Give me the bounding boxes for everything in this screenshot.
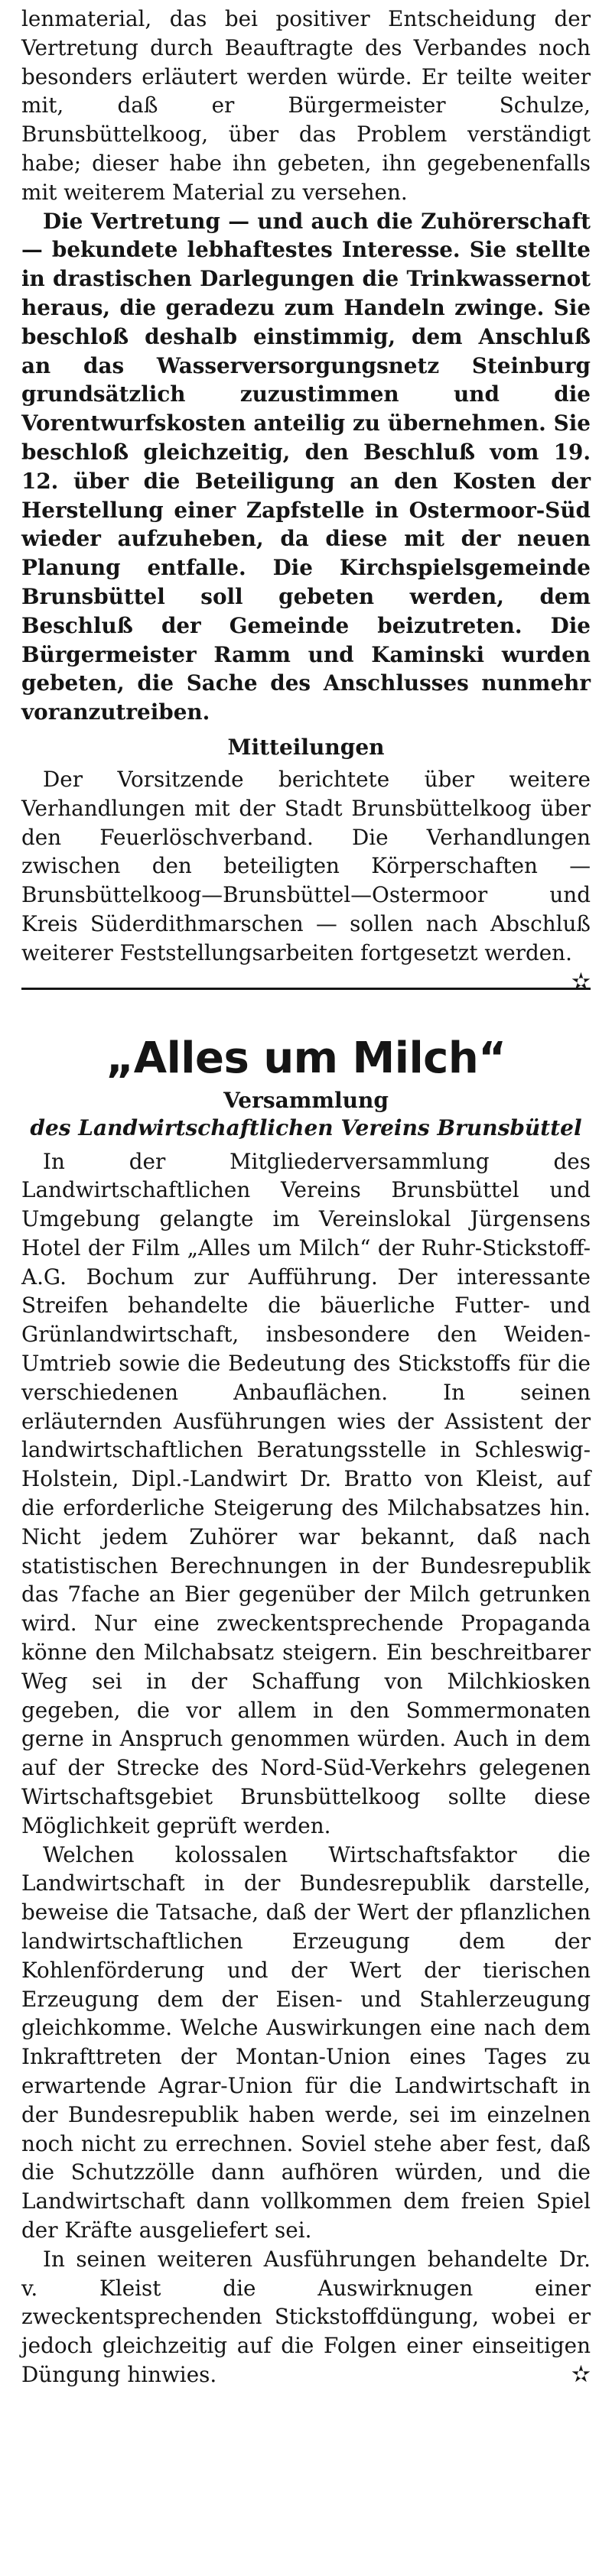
article-subheading: Versammlung (223, 1087, 389, 1113)
article-subheading-organization: des Landwirtschaftlichen Vereins Brunsbüttel (30, 1114, 582, 1140)
mitteilungen-text: Der Vorsitzende berichtete über weitere Verhandlungen mit der Stadt Brunsbüttelkoog über den Feuerlöschverband. Die Verhandlungen zwischen den beteiligten Körperschaften — Brunsbüttelkoog—Brunsbüttel—Ostermoor und Kreis Süderdithmarschen — sollen nach Abschluß weiterer Feststellungsarbeiten fortgesetzt werden. (21, 766, 591, 965)
article-headline: „Alles um Milch“ (106, 1033, 506, 1083)
article-paragraph-1: In der Mitgliederversammlung des Landwirtschaftlichen Vereins Brunsbüttel und Umgebung gelangte im Vereinslokal Jürgensens Hotel der Film „Alles um Milch“ der Ruhr-Stickstoff-A.G. Bochum zur Aufführung. Der interessante Streifen behandelte die bäuerliche Futter- und Grünlandwirtschaft, insbesondere den Weiden-Umtrieb sowie die Bedeutung des Stickstoffs für die verschiedenen Anbauflächen. In seinen erläuternden Ausführungen wies der Assistent der landwirtschaftlichen Beratungsstelle in Schleswig-Holstein, Dipl.-Landwirt Dr. Bratto von Kleist, auf die erforderliche Steigerung des Milchabsatzes hin. Nicht jedem Zuhörer war bekannt, daß nach statistischen Berechnungen in der Bundesrepublik das 7fache an Bier gegenüber der Milch getrunken wird. Nur eine zweckentsprechende Propaganda könne den Milchabsatz steigern. Ein beschreitbarer Weg sei in der Schaffung von Milchkiosken gegeben, die vor allem in den Sommermonaten gerne in Anspruch genommen würden. Auch in dem auf der Strecke des Nord-Süd-Verkehrs gelegenen Wirtschaftsgebiet Brunsbüttelkoog sollte diese Möglichkeit geprüft werden. (21, 1148, 591, 1838)
end-mark-star-icon: ✫ (571, 968, 591, 995)
section-heading-mitteilungen: Mitteilungen (227, 734, 385, 760)
article-paragraph-intro: lenmaterial, das bei positiver Entscheidung der Vertretung durch Beauftragte des Verbandes noch besonders erläutert werden würde. Er teilte weiter mit, daß er Bürgermeister Schulze, Brunsbüttelkoog, über das Problem verständigt habe; dieser habe ihn gebeten, ihn gegebenenfalls mit weiterem Material zu versehen. (21, 6, 591, 205)
article-paragraph-mitteilungen (21, 765, 591, 995)
article-paragraph-resolution: Die Vertretung — und auch die Zuhörerschaft — bekundete lebhaftestes Interesse. Sie stellte in drastischen Darlegungen die Trinkwassernot heraus, die geradezu zum Handeln zwinge. Sie beschloß deshalb einstimmig, dem Anschluß an das Wasserversorgungsnetz Steinburg grundsätzlich zuzustimmen und die Vorentwurfskosten anteilig zu übernehmen. Sie beschloß gleichzeitig, den Beschluß vom 19. 12. über die Beteiligung an den Kosten der Herstellung einer Zapfstelle in Ostermoor-Süd wieder aufzuheben, da diese mit der neuen Planung entfalle. Die Kirchspielsgemeinde Brunsbüttel soll gebeten werden, dem Beschluß der Gemeinde beizutreten. Die Bürgermeister Ramm und Kaminski wurden gebeten, die Sache des Anschlusses nunmehr voranzutreiben. (21, 208, 591, 725)
article-paragraph-3 (21, 2245, 591, 2389)
article-water-supply (21, 5, 591, 995)
article-divider (21, 988, 591, 990)
end-mark-star-icon: ✫ (571, 2360, 591, 2388)
article-alles-um-milch (21, 1034, 591, 2389)
paragraph-3-text: In seinen weiteren Ausführungen behandelte Dr. v. Kleist die Auswirknugen einer zweckentsprechenden Stickstoffdüngung, wobei er jedoch gleichzeitig auf die Folgen einer einseitigen Düngung hinwies. (21, 2246, 591, 2387)
article-paragraph-2: Welchen kolossalen Wirtschaftsfaktor die Landwirtschaft in der Bundesrepublik darstelle, beweise die Tatsache, daß der Wert der pflanzlichen landwirtschaftlichen Erzeugung dem der Kohlenförderung und der Wert der tierischen Erzeugung dem der Eisen- und Stahlerzeugung gleichkomme. Welche Auswirkungen eine nach dem Inkrafttreten der Montan-Union eines Tages zu erwartende Agrar-Union für die Landwirtschaft in der Bundesrepublik haben werde, sei im einzelnen noch nicht zu errechnen. Soviel stehe aber fest, daß die Schutzzölle dann aufhören würden, und die Landwirtschaft dann vollkommen dem freien Spiel der Kräfte ausgeliefert sei. (21, 1841, 591, 2243)
